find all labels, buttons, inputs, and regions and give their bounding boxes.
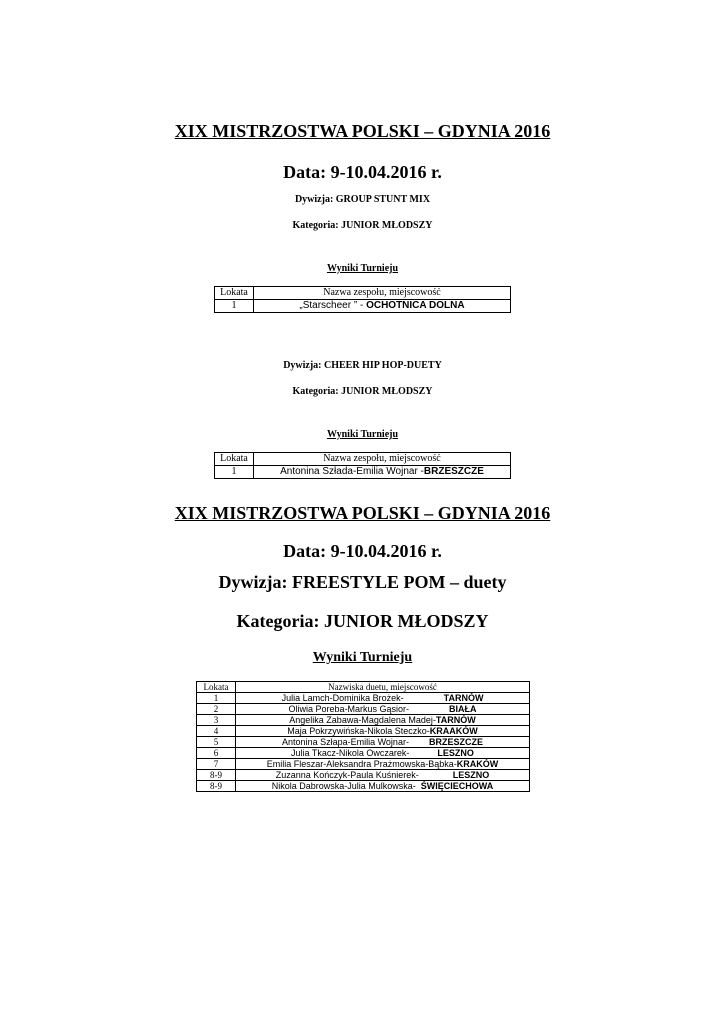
duo-names: Nikola Dabrowska-Julia Mulkowska- (271, 781, 416, 791)
table-row (197, 770, 530, 781)
header-place: Lokata (215, 287, 254, 300)
duo-city: LESZNO (437, 748, 474, 758)
row-place: 1 (197, 693, 236, 704)
page-title: XIX MISTRZOSTWA POLSKI – GDYNIA 2016 (174, 503, 551, 523)
row-place: 8-9 (197, 781, 236, 792)
results-heading: Wyniki Turnieju (312, 650, 413, 665)
row-place: 1 (215, 466, 254, 479)
event-date: Data: 9-10.04.2016 r. (283, 162, 442, 182)
header-place: Lokata (197, 682, 236, 693)
row-name (254, 300, 511, 313)
table-row (197, 715, 530, 726)
row-name (236, 781, 530, 792)
duo-city: TARNÓW (443, 693, 484, 703)
duo-names: Emilia Fleszar-Aleksandra Prażmowska-Bąbka- (266, 759, 457, 769)
row-place: 7 (197, 759, 236, 770)
table-header-row (215, 453, 511, 466)
team-city: BRZESZCZE (423, 466, 484, 477)
page-title: XIX MISTRZOSTWA POLSKI – GDYNIA 2016 (174, 121, 551, 141)
category-label: Kategoria: JUNIOR MŁODSZY (292, 220, 433, 231)
results-heading: Wyniki Turnieju (326, 429, 399, 440)
duo-city: ŚWIĘCIECHOWA (420, 781, 494, 791)
table-row (197, 704, 530, 715)
row-name (236, 693, 530, 704)
header-name: Nazwa zespołu, miejscowość (254, 453, 511, 466)
header-place: Lokata (215, 453, 254, 466)
table-row (197, 737, 530, 748)
table-row (197, 726, 530, 737)
row-place: 5 (197, 737, 236, 748)
table-header-row (215, 287, 511, 300)
results-heading: Wyniki Turnieju (326, 263, 399, 274)
results-table (196, 681, 530, 792)
category-label: Kategoria: JUNIOR MŁODSZY (292, 386, 433, 397)
row-name (236, 759, 530, 770)
row-place: 4 (197, 726, 236, 737)
table-row (197, 693, 530, 704)
results-table (214, 452, 511, 479)
duo-city: TARNÓW (435, 715, 476, 725)
duo-city: BIAŁA (449, 704, 477, 714)
division-label: Dywizja: CHEER HIP HOP-DUETY (283, 360, 442, 371)
table-row (197, 748, 530, 759)
category-label: Kategoria: JUNIOR MŁODSZY (236, 611, 489, 631)
row-name (236, 704, 530, 715)
results-table (214, 286, 511, 313)
event-date: Data: 9-10.04.2016 r. (283, 541, 442, 561)
row-place: 6 (197, 748, 236, 759)
team-name: Antonina Szłada-Emilia Wojnar - (280, 466, 424, 477)
table-row (215, 300, 511, 313)
table-row (215, 466, 511, 479)
row-place: 3 (197, 715, 236, 726)
duo-names: Maja Pokrzywińska-Nikola Steczko- (287, 726, 430, 736)
duo-city: KRAAKÓW (429, 726, 478, 736)
row-place: 2 (197, 704, 236, 715)
header-name: Nazwa zespołu, miejscowość (254, 287, 511, 300)
duo-city: BRZESZCZE (428, 737, 483, 747)
row-name (254, 466, 511, 479)
header-name: Nazwiska duetu, miejscowość (236, 682, 530, 693)
duo-city: KRAKÓW (456, 759, 499, 769)
duo-names: Oliwia Poreba-Markus Gąsior- (288, 704, 410, 714)
row-name (236, 748, 530, 759)
duo-names: Angelika Zabawa-Magdalena Madej- (289, 715, 436, 725)
division-label: Dywizja: GROUP STUNT MIX (294, 194, 431, 205)
table-row (197, 759, 530, 770)
team-name: „Starscheer ” - (299, 300, 367, 311)
table-row (197, 781, 530, 792)
row-name (236, 726, 530, 737)
duo-names: Antonina Szłapa-Emilia Wojnar- (282, 737, 409, 747)
row-place: 8-9 (197, 770, 236, 781)
row-name (236, 737, 530, 748)
duo-names: Julia Tkacz-Nikola Owczarek- (291, 748, 410, 758)
table-header-row (197, 682, 530, 693)
duo-city: LESZNO (452, 770, 490, 780)
row-name (236, 770, 530, 781)
team-city: OCHOTNICA DOLNA (366, 300, 465, 311)
row-place: 1 (215, 300, 254, 313)
division-label: Dywizja: FREESTYLE POM – duety (218, 572, 507, 592)
duo-names: Zuzanna Kończyk-Paula Kuśnierek- (275, 770, 419, 780)
duo-names: Julia Lamch-Dominika Brożek- (281, 693, 404, 703)
row-name (236, 715, 530, 726)
